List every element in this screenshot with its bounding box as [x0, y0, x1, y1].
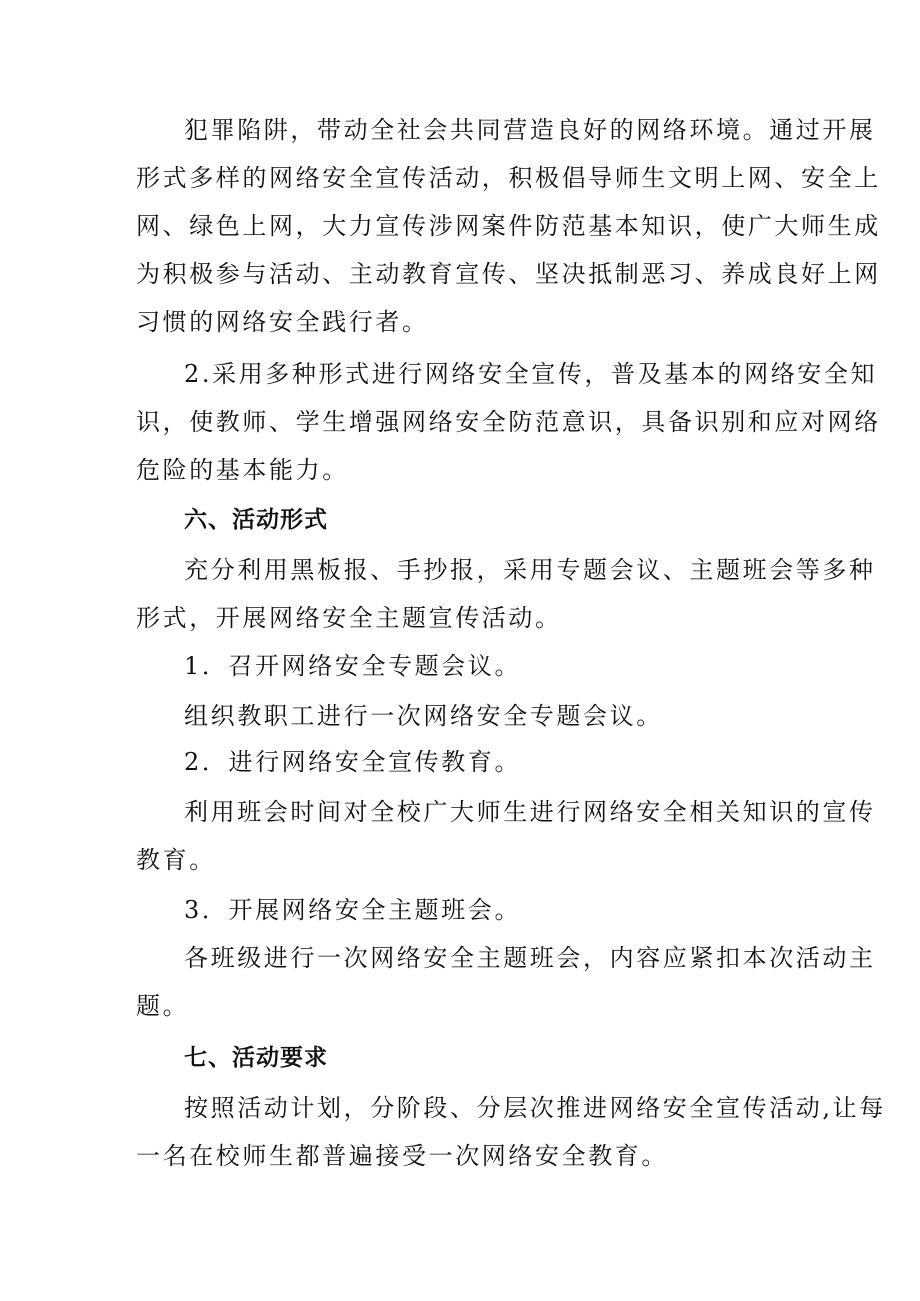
list-item-body: 利用班会时间对全校广大师生进行网络安全相关知识的宣传 — [184, 798, 876, 826]
section-heading: 七、活动要求 — [184, 1045, 328, 1071]
list-item-title: 1．召开网络安全专题会议。 — [184, 652, 522, 680]
paragraph-line: 为积极参与活动、主动教育宣传、坚决抵制恶习、养成良好上网 — [136, 260, 881, 288]
paragraph-line: 2.采用多种形式进行网络安全宣传，普及基本的网络安全知 — [184, 360, 878, 388]
list-item-body: 教育。 — [136, 846, 216, 874]
paragraph-line: 识，使教师、学生增强网络安全防范意识，具备识别和应对网络 — [136, 408, 881, 436]
paragraph-line: 习惯的网络安全践行者。 — [136, 308, 429, 336]
list-item-body: 各班级进行一次网络安全主题班会，内容应紧扣本次活动主 — [184, 944, 876, 972]
paragraph-line: 形式，开展网络安全主题宣传活动。 — [136, 604, 562, 632]
paragraph-line: 危险的基本能力。 — [136, 456, 349, 484]
list-item-title: 3．开展网络安全主题班会。 — [184, 896, 522, 924]
list-item-body: 题。 — [136, 992, 190, 1020]
paragraph-line: 充分利用黑板报、手抄报，采用专题会议、主题班会等多种 — [184, 556, 876, 584]
paragraph-line: 按照活动计划，分阶段、分层次推进网络安全宣传活动,让每 — [184, 1094, 886, 1122]
list-item-title: 2．进行网络安全宣传教育。 — [184, 748, 522, 776]
list-item-body: 组织教职工进行一次网络安全专题会议。 — [184, 702, 663, 730]
paragraph-line: 形式多样的网络安全宣传活动，积极倡导师生文明上网、安全上 — [136, 164, 881, 192]
paragraph-line: 一名在校师生都普遍接受一次网络安全教育。 — [136, 1142, 668, 1170]
paragraph-line: 犯罪陷阱，带动全社会共同营造良好的网络环境。通过开展 — [184, 116, 876, 144]
section-heading: 六、活动形式 — [184, 507, 328, 533]
paragraph-line: 网、绿色上网，大力宣传涉网案件防范基本知识，使广大师生成 — [136, 212, 881, 240]
